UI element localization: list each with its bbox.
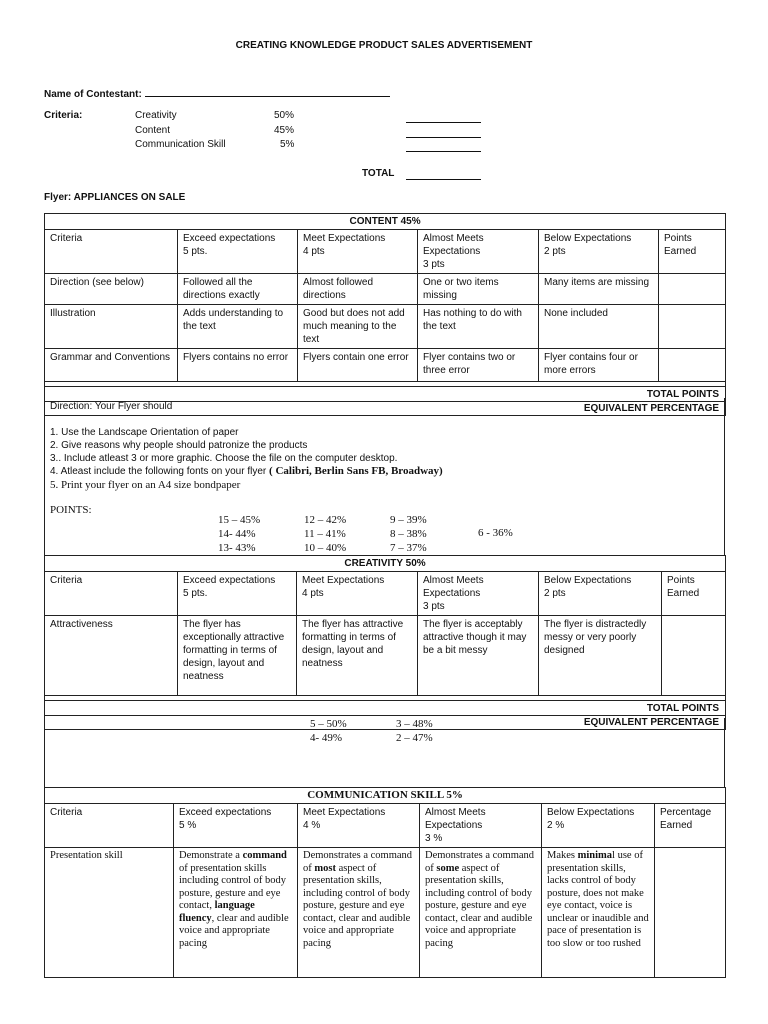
communication-score-field[interactable] [406,141,481,152]
points-scale: 14- 44% [218,528,256,540]
table-cell: Flyers contains no error [178,349,298,382]
cell-text: Makes [547,850,578,861]
table-cell: The flyer has exceptionally attractive formatting in terms of design, layout and neatness [178,616,297,696]
points-label: POINTS: [50,504,92,516]
direction-item-3: 3.. Include atleast 3 or more graphic. Choose the file on the computer desktop. [50,453,398,464]
creativity-header: CREATIVITY 50% [45,556,726,572]
col-meet: Meet Expectations 4 pts [297,572,418,616]
table-cell [174,848,298,978]
content-table [44,213,726,416]
document-title: CREATING KNOWLEDGE PRODUCT SALES ADVERTISEMENT [235,40,533,51]
points-scale: 11 – 41% [304,528,346,540]
table-row-label: Illustration [45,305,178,349]
creativity-scale-box [44,718,725,788]
contestant-name-label: Name of Contestant: [44,89,142,100]
col-percentage: Percentage Earned [655,804,726,848]
points-cell[interactable] [662,616,726,696]
content-equivalent-percentage: EQUIVALENT PERCENTAGE [45,402,726,416]
points-scale: 10 – 40% [304,542,347,554]
points-cell[interactable] [659,349,726,382]
content-header: CONTENT 45% [45,214,726,230]
col-almost: Almost Meets Expectations 3 pts [418,230,539,274]
table-cell: Many items are missing [539,274,659,305]
criteria-name-2: Content [135,125,171,136]
flyer-label: Flyer: APPLIANCES ON SALE [44,192,186,203]
creativity-scale: 3 – 48% [396,718,433,730]
table-cell [542,848,655,978]
points-cell[interactable] [655,848,726,978]
cell-emphasis: minima [577,850,613,861]
table-row-label: Presentation skill [45,848,174,978]
col-below: Below Expectations 2 pts [539,572,662,616]
points-scale: 13- 43% [218,542,256,554]
table-cell: Flyers contain one error [298,349,418,382]
cell-emphasis: most [314,862,336,874]
col-below: Below Expectations 2 % [542,804,655,848]
creativity-total-points: TOTAL POINTS [45,701,726,716]
total-score-field[interactable] [406,169,481,180]
creativity-scale: 5 – 50% [310,718,347,730]
col-almost: Almost Meets Expectations 3 % [420,804,542,848]
cell-text: l use of presentation skills, lacks control of body posture, does not make eye contact, voice is unclear or inaudible and pace of presentation is too slow or too rushed [547,850,649,949]
table-cell: Flyer contains four or more errors [539,349,659,382]
creativity-table [44,555,726,730]
direction-item-2: 2. Give reasons why people should patronize the products [50,440,308,451]
table-cell: Flyer contains two or three error [418,349,539,382]
table-row-label: Attractiveness [45,616,178,696]
col-almost: Almost Meets Expectations 3 pts [418,572,539,616]
cell-emphasis: language fluency [179,900,255,924]
table-cell [420,848,542,978]
cell-text: , clear and audible voice and appropriate pacing [179,912,289,949]
creativity-scale: 2 – 47% [396,732,433,744]
criteria-pct-1: 50% [274,110,295,121]
table-cell: Has nothing to do with the text [418,305,539,349]
table-cell: Good but does not add much meaning to the text [298,305,418,349]
col-exceed: Exceed expectations 5 % [174,804,298,848]
col-exceed: Exceed expectations 5 pts. [178,572,297,616]
direction-item-4-text: 4. Atleast include the following fonts on your flyer [50,466,267,477]
criteria-pct-3: 5% [280,139,295,150]
table-row-label: Direction (see below) [45,274,178,305]
creativity-score-field[interactable] [406,112,481,123]
contestant-name-field[interactable] [145,86,390,97]
table-cell [298,848,420,978]
col-criteria: Criteria [45,230,178,274]
cell-text: Demonstrate a [179,850,243,861]
direction-item-5: 5. Print your flyer on an A4 size bondpaper [50,479,241,491]
table-row-label: Grammar and Conventions [45,349,178,382]
col-exceed: Exceed expectations 5 pts. [178,230,298,274]
table-cell: Followed all the directions exactly [178,274,298,305]
cell-text: of presentation skills including control of body posture, gesture and eye contact, [179,862,287,911]
communication-table [44,787,726,978]
direction-heading: Direction: Your Flyer should [50,401,173,412]
points-scale: 6 - 36% [478,527,513,539]
cell-emphasis: command [242,850,287,861]
cell-text: Demonstrates a command of [303,850,413,874]
communication-header: COMMUNICATION SKILL 5% [45,788,726,804]
points-scale: 15 – 45% [218,514,261,526]
points-cell[interactable] [659,305,726,349]
col-points: Points Earned [662,572,726,616]
creativity-scale: 4- 49% [310,732,343,744]
criteria-pct-2: 45% [274,125,295,136]
col-criteria: Criteria [45,572,178,616]
cell-emphasis: some [436,862,460,874]
direction-fonts: ( Calibri, Berlin Sans FB, Broadway) [269,465,443,477]
direction-item-1: 1. Use the Landscape Orientation of paper [50,427,239,438]
total-label: TOTAL [362,168,395,179]
cell-text: aspect of presentation skills, including control of body posture, gesture and eye contact, clear and audible voice and appropriate pacing [425,862,533,949]
table-cell: The flyer has attractive formatting in terms of design, layout and neatness [297,616,418,696]
content-score-field[interactable] [406,127,481,138]
points-scale: 8 – 38% [390,528,427,540]
col-points: Points Earned [659,230,726,274]
criteria-name-3: Communication Skill [135,139,226,150]
table-cell: Adds understanding to the text [178,305,298,349]
points-scale: 7 – 37% [390,542,427,554]
col-meet: Meet Expectations 4 pts [298,230,418,274]
col-meet: Meet Expectations 4 % [298,804,420,848]
direction-item-4 [50,465,443,478]
criteria-label: Criteria: [44,110,83,121]
table-cell: None included [539,305,659,349]
table-cell: The flyer is acceptably attractive though it may be a bit messy [418,616,539,696]
col-criteria: Criteria [45,804,174,848]
criteria-name-1: Creativity [135,110,177,121]
cell-text: Demonstrates a command of [425,850,535,874]
table-cell: Almost followed directions [298,274,418,305]
col-below: Below Expectations 2 pts [539,230,659,274]
points-cell[interactable] [659,274,726,305]
cell-text: aspect of presentation skills, including control of body posture, gesture and eye contact, clear and audible voice and appropriate pacing [303,862,411,949]
contestant-name-row [44,86,390,100]
points-scale: 9 – 39% [390,514,427,526]
points-scale: 12 – 42% [304,514,347,526]
content-total-points: TOTAL POINTS [45,387,726,402]
table-cell: The flyer is distractedly messy or very poorly designed [539,616,662,696]
creativity-equivalent-percentage: EQUIVALENT PERCENTAGE [45,716,726,730]
table-cell: One or two items missing [418,274,539,305]
